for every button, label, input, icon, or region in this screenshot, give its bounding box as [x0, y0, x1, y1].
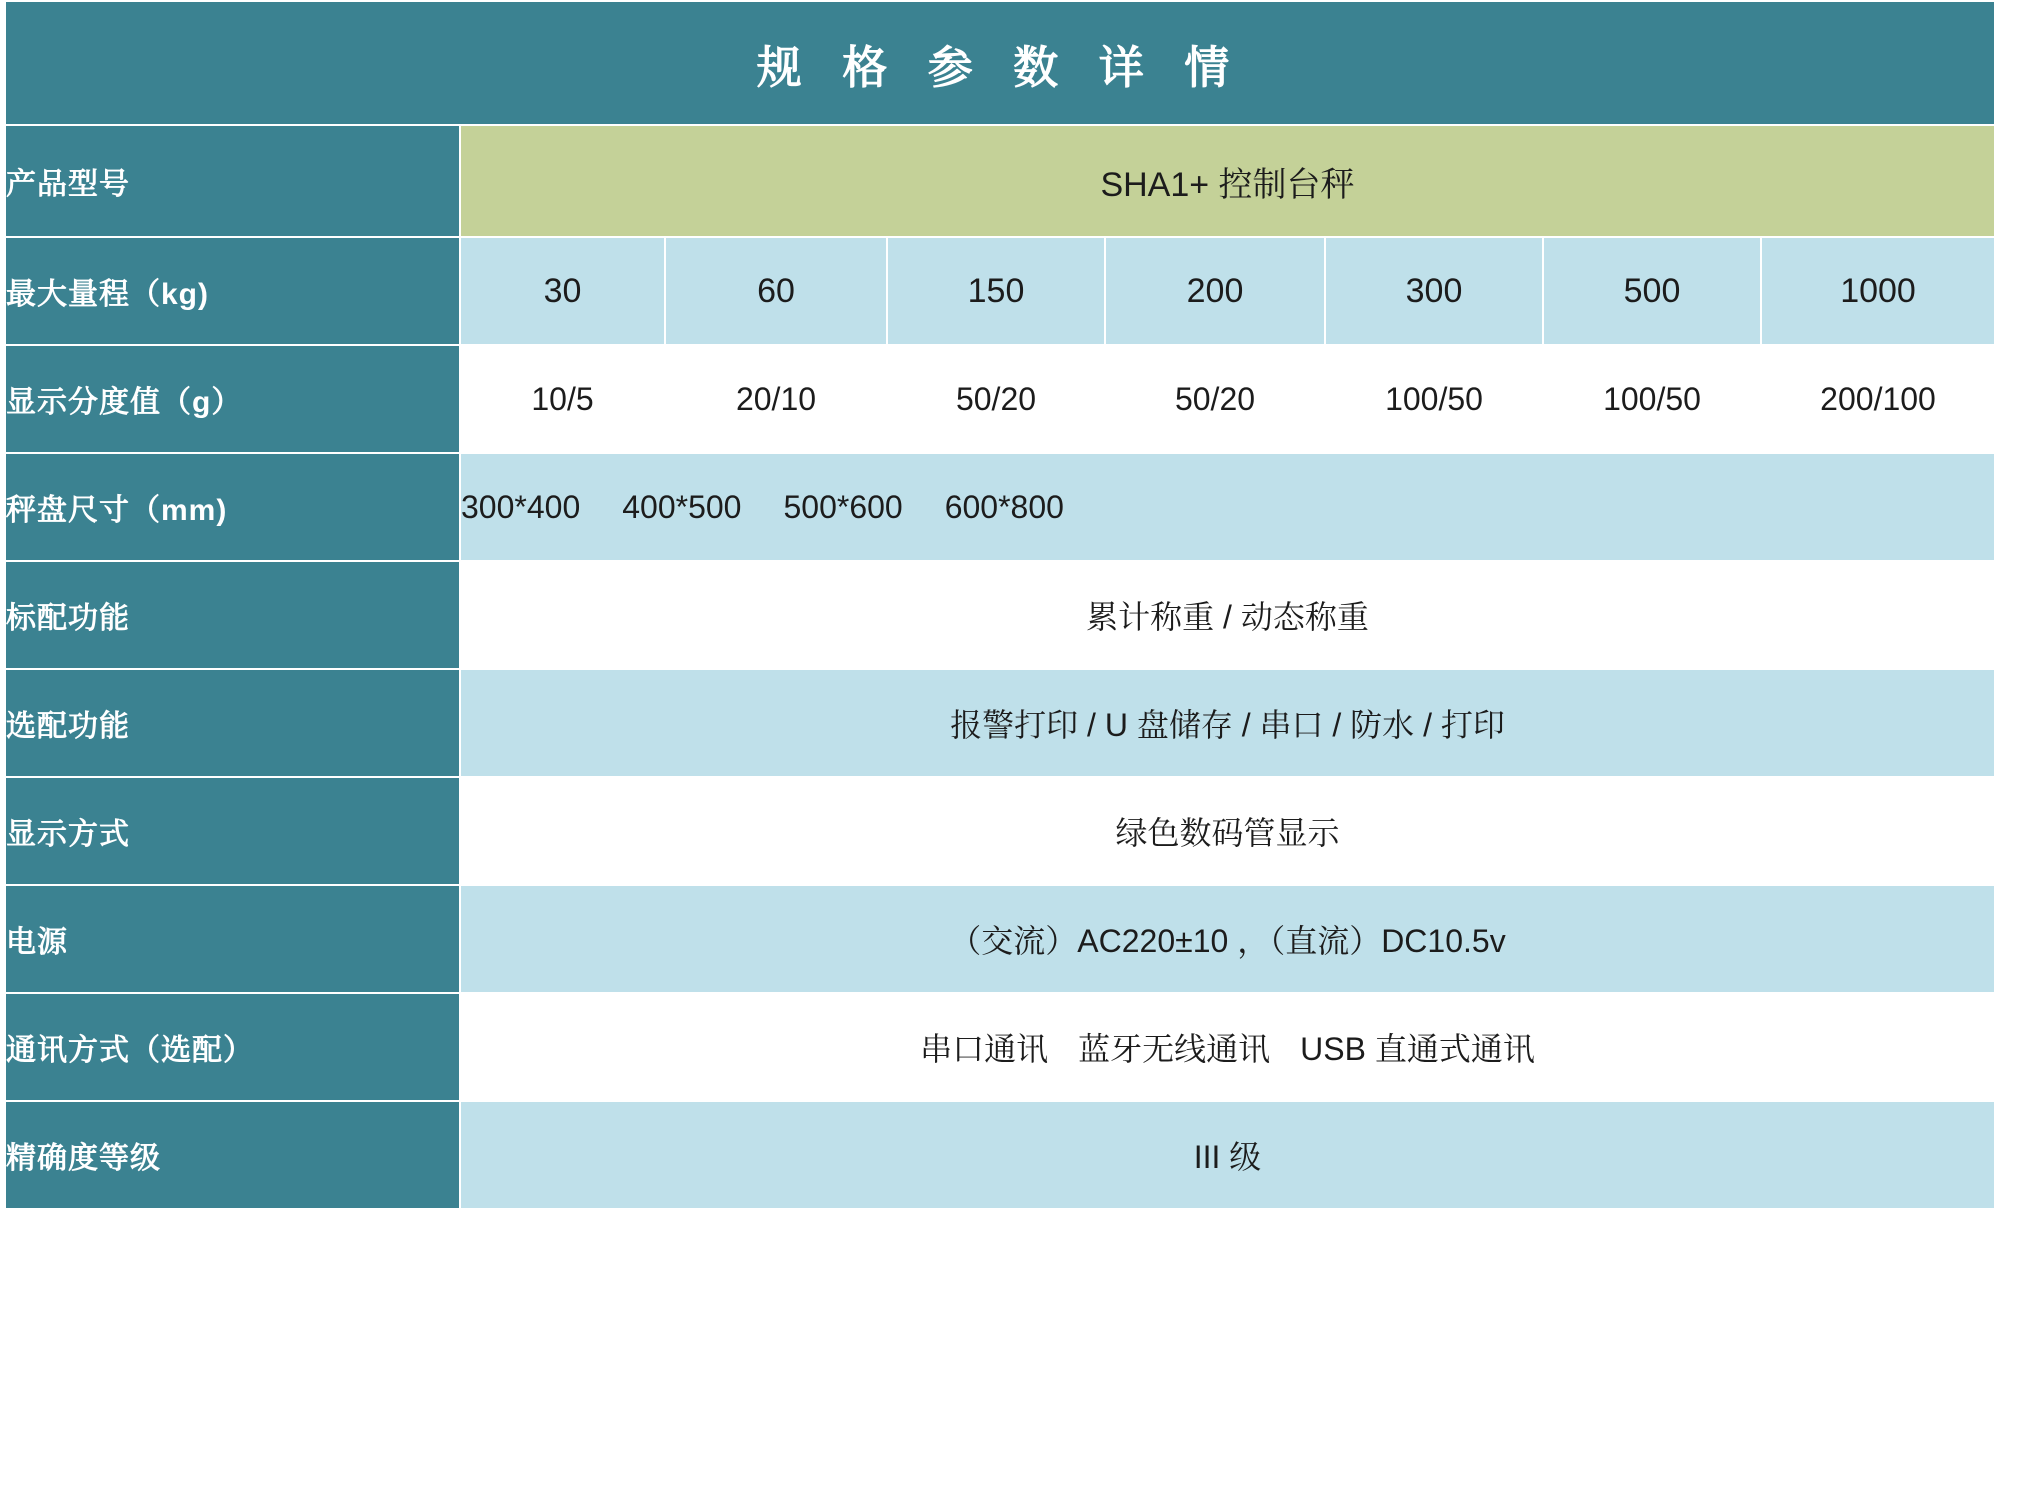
pan-size-4: 600*800 [944, 488, 1064, 525]
row-label-accuracy: 精确度等级 [5, 1101, 460, 1209]
capacity-value-300: 300 [1325, 237, 1543, 345]
capacity-value-150: 150 [887, 237, 1105, 345]
row-value-power: （交流）AC220±10 ，（直流）DC10.5v [460, 885, 1995, 993]
row-value-standard-function: 累计称重 / 动态称重 [460, 561, 1995, 669]
communication-serial: 串口通讯 [920, 1031, 1049, 1067]
pan-size-3: 500*600 [783, 488, 903, 525]
row-value-model: SHA1+ 控制台秤 [460, 125, 1995, 237]
row-label-power: 电源 [5, 885, 460, 993]
capacity-value-30: 30 [460, 237, 665, 345]
row-label-communication: 通讯方式（选配） [5, 993, 460, 1101]
table-row-display-mode [5, 777, 1995, 885]
row-label-division: 显示分度值（g） [5, 345, 460, 453]
capacity-value-1000: 1000 [1761, 237, 1995, 345]
row-value-accuracy: III 级 [460, 1101, 1995, 1209]
pan-size-1: 300*400 [461, 488, 581, 525]
division-value-5: 100/50 [1325, 345, 1543, 453]
communication-bluetooth: 蓝牙无线通讯 [1078, 1031, 1271, 1067]
capacity-value-200: 200 [1105, 237, 1325, 345]
table-row-capacity [5, 237, 1995, 345]
row-label-model: 产品型号 [5, 125, 460, 237]
row-label-standard-function: 标配功能 [5, 561, 460, 669]
capacity-value-60: 60 [665, 237, 887, 345]
row-label-pan-size: 秤盘尺寸（mm) [5, 453, 460, 561]
page-title: 规 格 参 数 详 情 [5, 1, 1995, 125]
table-row-accuracy [5, 1101, 1995, 1209]
capacity-value-500: 500 [1543, 237, 1761, 345]
table-row-optional-function [5, 669, 1995, 777]
division-value-3: 50/20 [887, 345, 1105, 453]
division-value-4: 50/20 [1105, 345, 1325, 453]
table-row-pan-size [5, 453, 1995, 561]
row-value-optional-function: 报警打印 / U 盘储存 / 串口 / 防水 / 打印 [460, 669, 1995, 777]
division-value-6: 100/50 [1543, 345, 1761, 453]
table-row-division [5, 345, 1995, 453]
table-row-communication [5, 993, 1995, 1101]
table-row-title [5, 1, 1995, 125]
row-label-capacity: 最大量程（kg) [5, 237, 460, 345]
table-row-standard-function [5, 561, 1995, 669]
pan-size-2: 400*500 [622, 488, 742, 525]
communication-usb: USB 直通式通讯 [1300, 1031, 1535, 1067]
table-row-model [5, 125, 1995, 237]
division-value-2: 20/10 [665, 345, 887, 453]
row-value-display-mode: 绿色数码管显示 [460, 777, 1995, 885]
table-row-power [5, 885, 1995, 993]
row-value-communication [460, 993, 1995, 1101]
row-value-pan-size [460, 453, 1995, 561]
row-label-optional-function: 选配功能 [5, 669, 460, 777]
row-label-display-mode: 显示方式 [5, 777, 460, 885]
spec-table [4, 0, 1996, 1210]
division-value-1: 10/5 [460, 345, 665, 453]
division-value-7: 200/100 [1761, 345, 1995, 453]
